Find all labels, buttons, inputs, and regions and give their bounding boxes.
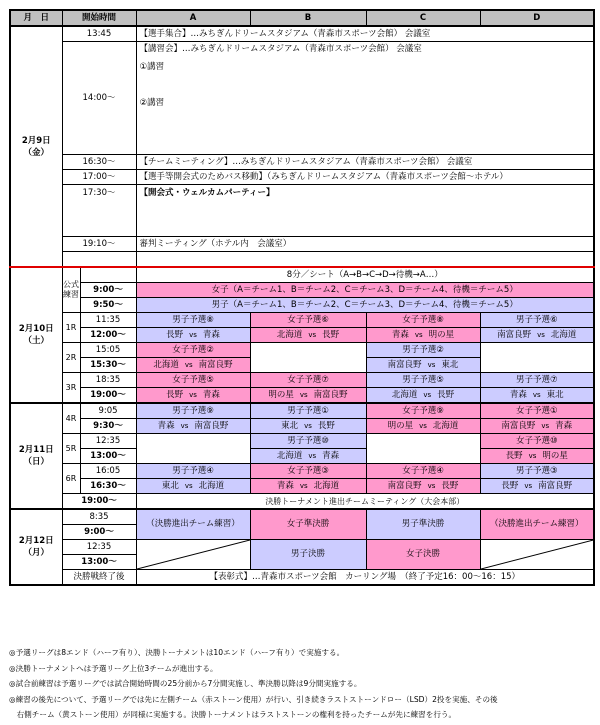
- matchup: 青森 vs 明の星: [366, 328, 480, 343]
- practice-women-row: [10, 283, 594, 298]
- header-sheet-a: A: [136, 10, 250, 26]
- women-final: 女子決勝: [366, 540, 480, 570]
- diagonal-line-icon: [481, 540, 594, 569]
- note-4: ◎練習の後先について、予選リーグでは先に左側チーム（赤ストーン使用）が行い、引き続きラストストーンドロー（LSD）2投を実施、その後: [9, 694, 498, 704]
- event-cell: 【チームミーティング】…みちぎんドリームスタジアム（青森市スポーツ会館） 会議室: [136, 155, 594, 170]
- semifinal-top: [10, 509, 594, 525]
- round-label: 5R: [62, 434, 80, 464]
- game-title: 女子予選④: [366, 464, 480, 479]
- start-time: 13:00～: [62, 555, 136, 570]
- practice-time: 12:35: [80, 434, 136, 449]
- day1-row-3: [10, 155, 594, 170]
- game-title: 男子予選⑦: [480, 373, 594, 388]
- game-title: 男子予選①: [250, 403, 366, 419]
- event-cell: 【開会式・ウェルカムパーティー】: [136, 185, 594, 237]
- notes: [9, 645, 599, 723]
- finalist-practice-d: （決勝進出チーム練習）: [480, 509, 594, 540]
- round-3r-bottom: [10, 388, 594, 404]
- header-sheet-d: D: [480, 10, 594, 26]
- start-time: 15:30～: [80, 358, 136, 373]
- round-4r-bottom: [10, 419, 594, 434]
- matchup: 北海道 vs 青森: [250, 449, 366, 464]
- note-1: ◎予選リーグは8エンド（ハーフ有り）、決勝トーナメントは10エンド（ハーフ有り）で実施する。: [9, 648, 345, 657]
- empty-cell: [250, 343, 366, 373]
- practice-time: 15:05: [80, 343, 136, 358]
- practice-time: 12:35: [62, 540, 136, 555]
- schedule-table: [9, 9, 595, 586]
- round-6r-bottom: [10, 479, 594, 494]
- start-time: 9:30～: [80, 419, 136, 434]
- start-time: 9:00～: [62, 525, 136, 540]
- game-title: 女子予選⑥: [250, 313, 366, 328]
- matchup: 東北 vs 長野: [250, 419, 366, 434]
- rotation-cell: 8分／シート（A→B→C→D→待機→A…）: [136, 267, 594, 283]
- note-5: 右側チーム（黄ストーン使用）が同様に実施する。決勝トーナメントはラストストーンの権利を持ったチームが先に練習を行う。: [9, 710, 457, 719]
- practice-time: 9:05: [80, 403, 136, 419]
- official-practice-label: 公式練習: [62, 267, 80, 313]
- game-title: 男子予選④: [136, 464, 250, 479]
- practice-time: 16:05: [80, 464, 136, 479]
- round-1r-bottom: [10, 328, 594, 343]
- game-title: 女子予選⑨: [366, 403, 480, 419]
- finalist-meeting-row: [10, 494, 594, 510]
- round-4r-top: [10, 403, 594, 419]
- game-title: 男子予選⑥: [480, 313, 594, 328]
- matchup: 長野 vs 南富良野: [480, 479, 594, 494]
- start-time: 19:00～: [62, 494, 136, 510]
- matchup: 南富良野 vs 東北: [366, 358, 480, 373]
- round-label: 4R: [62, 403, 80, 434]
- lecture-title: 【講習会】…みちぎんドリームスタジアム（青森市スポーツ会館） 会議室: [139, 44, 422, 54]
- men-semifinal: 男子準決勝: [366, 509, 480, 540]
- matchup: 北海道 vs 長野: [250, 328, 366, 343]
- matchup: 明の星 vs 南富良野: [250, 388, 366, 404]
- ceremony-row: [10, 570, 594, 586]
- header-time: 開始時間: [62, 10, 136, 26]
- note-3: ◎試合前練習は予選リーグでは試合開始時間の25分前から7分間実施し、準決勝以降は9分間実施する。: [9, 679, 362, 688]
- time-cell: 19:10～: [62, 237, 136, 252]
- game-title: 男子予選⑩: [250, 434, 366, 449]
- ceremony-cell: 【表彰式】…青森市スポーツ会館 カーリング場 （終了予定16：00～16：15）: [136, 570, 594, 586]
- start-time: 13:00～: [80, 449, 136, 464]
- empty-cell: [136, 434, 250, 464]
- day3-date: 2月11日 （日）: [10, 403, 62, 509]
- matchup: 青森 vs 南富良野: [136, 419, 250, 434]
- day1-row-7: [10, 252, 594, 268]
- time-cell: 17:30～: [62, 185, 136, 237]
- lecture-2: ②講習: [139, 98, 165, 108]
- empty-cell: [366, 434, 480, 464]
- practice-cell: 男子（A＝チーム1、B＝チーム2、C＝チーム3、D＝チーム4、待機＝チーム5）: [136, 298, 594, 313]
- header-date: 月 日: [10, 10, 62, 26]
- round-label: 3R: [62, 373, 80, 404]
- event-cell: 【選手集合】…みちぎんドリームスタジアム（青森市スポーツ会館） 会議室: [136, 26, 594, 42]
- practice-time: 11:35: [80, 313, 136, 328]
- final-top: [10, 540, 594, 555]
- men-final: 男子決勝: [250, 540, 366, 570]
- day1-date: 2月9日 （金）: [10, 26, 62, 267]
- time-cell: 13:45: [62, 26, 136, 42]
- finalist-practice-a: （決勝進出チーム練習）: [136, 509, 250, 540]
- game-title: 男子予選②: [366, 343, 480, 358]
- matchup: 長野 vs 明の星: [480, 449, 594, 464]
- round-5r-bottom: [10, 449, 594, 464]
- day1-row-4: [10, 170, 594, 185]
- matchup: 長野 vs 青森: [136, 388, 250, 404]
- practice-men-row: [10, 298, 594, 313]
- day4-date: 2月12日 （月）: [10, 509, 62, 585]
- schedule-sheet: [9, 9, 593, 586]
- practice-time: 8:35: [62, 509, 136, 525]
- time-cell: 16:30～: [62, 155, 136, 170]
- header-sheet-c: C: [366, 10, 480, 26]
- game-title: 男子予選③: [480, 464, 594, 479]
- game-title: 男子予選⑧: [136, 313, 250, 328]
- game-title: 女子予選⑩: [480, 434, 594, 449]
- event-cell: 審判ミーティング（ホテル内 会議室）: [136, 237, 594, 252]
- empty-cell: [480, 343, 594, 373]
- matchup: 北海道 vs 長野: [366, 388, 480, 404]
- round-1r-top: [10, 313, 594, 328]
- matchup: 南富良野 vs 北海道: [480, 328, 594, 343]
- event-cell: 【選手等開会式のためバス移動】（みちぎんドリームスタジアム（青森市スポーツ会館～ホテル）: [136, 170, 594, 185]
- game-title: 女子予選②: [136, 343, 250, 358]
- lecture-1: ①講習: [139, 62, 165, 72]
- header-sheet-b: B: [250, 10, 366, 26]
- game-title: 女子予選⑦: [250, 373, 366, 388]
- time-cell: 14:00～: [62, 42, 136, 155]
- practice-time: 18:35: [80, 373, 136, 388]
- matchup: 明の星 vs 北海道: [366, 419, 480, 434]
- matchup: 東北 vs 北海道: [136, 479, 250, 494]
- matchup: 北海道 vs 南富良野: [136, 358, 250, 373]
- diagonal-line-icon: [137, 540, 250, 569]
- time-cell: 9:00～: [80, 283, 136, 298]
- day1-row-6: [10, 237, 594, 252]
- matchup: 長野 vs 青森: [136, 328, 250, 343]
- game-title: 女子予選①: [480, 403, 594, 419]
- day1-row-2: [10, 42, 594, 155]
- time-cell: 17:00～: [62, 170, 136, 185]
- time-cell: 9:50～: [80, 298, 136, 313]
- empty-diagonal-cell: [136, 540, 250, 570]
- round-label: 1R: [62, 313, 80, 343]
- event-cell: [136, 42, 594, 155]
- start-time: 19:00～: [80, 388, 136, 404]
- matchup: 青森 vs 東北: [480, 388, 594, 404]
- header-row: [10, 10, 594, 26]
- day2-rotation-row: [10, 267, 594, 283]
- game-title: 女子予選⑤: [136, 373, 250, 388]
- empty-diagonal-cell: [480, 540, 594, 570]
- matchup: 南富良野 vs 長野: [366, 479, 480, 494]
- round-2r-top: [10, 343, 594, 358]
- round-3r-top: [10, 373, 594, 388]
- practice-cell: 女子（A＝チーム1、B＝チーム2、C＝チーム3、D＝チーム4、待機＝チーム5）: [136, 283, 594, 298]
- matchup: 青森 vs 北海道: [250, 479, 366, 494]
- day1-row-1: [10, 26, 594, 42]
- round-label: 2R: [62, 343, 80, 373]
- start-time: 12:00～: [80, 328, 136, 343]
- matchup: 南富良野 vs 青森: [480, 419, 594, 434]
- day2-date: 2月10日 （土）: [10, 267, 62, 403]
- game-title: 男子予選⑨: [136, 403, 250, 419]
- round-label: 6R: [62, 464, 80, 494]
- day1-row-5: [10, 185, 594, 237]
- round-6r-top: [10, 464, 594, 479]
- note-2: ◎決勝トーナメントへは予選リーグ上位3チームが進出する。: [9, 663, 218, 673]
- round-5r-top: [10, 434, 594, 449]
- women-semifinal: 女子準決勝: [250, 509, 366, 540]
- game-title: 女子予選③: [250, 464, 366, 479]
- ceremony-time: 決勝戦終了後: [62, 570, 136, 586]
- game-title: 女子予選⑧: [366, 313, 480, 328]
- start-time: 16:30～: [80, 479, 136, 494]
- meeting-cell: 決勝トーナメント進出チームミーティング（大会本部）: [136, 494, 594, 510]
- game-title: 男子予選⑤: [366, 373, 480, 388]
